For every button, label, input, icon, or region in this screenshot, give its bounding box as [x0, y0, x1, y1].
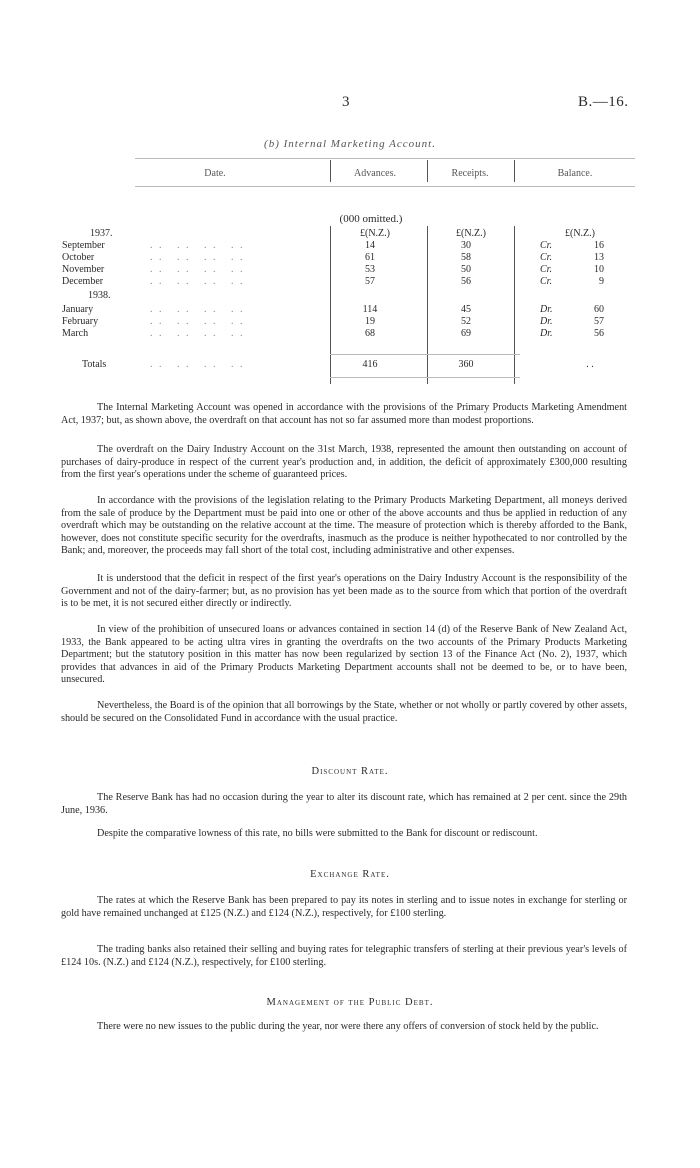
- totals-receipts: 360: [458, 359, 474, 370]
- row-balance-value: 10: [594, 264, 604, 275]
- paragraph-prohibition: In view of the prohibition of unsecured loans or advances contained in section 14 (d) of the Reserve Bank of New Zealand Act, 1933, the Bank appeared to be acting ultra vires in granting the overdrafts on the two accounts of the Primary Products Marketing Department; but the statutory position in this matter has now been regularized by section 13 of the Finance Act (No. 2), 1937, which provides that advances in aid of the Primary Products Marketing Department accounts shall not be deemed to be, or to have been, unsecured.: [61, 624, 627, 686]
- row-month: March: [62, 328, 89, 339]
- heading-public-debt: Management of the Public Debt.: [266, 997, 434, 1008]
- heading-discount-rate: Discount Rate.: [311, 766, 389, 777]
- section-subtitle: (b) Internal Marketing Account.: [264, 138, 436, 150]
- row-balance-value: 60: [594, 304, 604, 315]
- leader-dots: . . . . . . . .: [150, 252, 245, 263]
- unit-advances: £(N.Z.): [360, 228, 390, 239]
- page-number: 3: [342, 94, 350, 110]
- row-advances: 68: [365, 328, 375, 339]
- row-balance-type: Dr.: [540, 328, 553, 339]
- table-header-rule: [135, 186, 635, 187]
- paragraph-legislation: In accordance with the provisions of the legislation relating to the Primary Products Marketing Department, all moneys derived from the sale of produce by the Department must be paid into one or other of the above accounts and thus be applied in reduction of any overdraft which may be outstanding on the relative account at the time. The measure of protection which is thereby afforded to the Bank, however, does not constitute specific security for the overdrafts, inasmuch as the produce is neither hypothecated to nor controlled by the Bank; and, moreover, the proceeds may fall short of the total cost, including administrative and other expenses.: [61, 495, 627, 557]
- row-balance-value: 56: [594, 328, 604, 339]
- totals-advances: 416: [362, 359, 378, 370]
- column-divider: [427, 226, 428, 384]
- paragraph-trading-banks: The trading banks also retained their selling and buying rates for telegraphic transfers of sterling at their previous year's levels of £124 10s. (N.Z.) and £124 (N.Z.), respectively, for £100 sterling.: [61, 944, 627, 968]
- leader-dots: . . . . . . . .: [150, 316, 245, 327]
- row-receipts: 58: [461, 252, 471, 263]
- column-divider: [514, 226, 515, 384]
- row-month: February: [62, 316, 99, 327]
- paragraph-account-opened: The Internal Marketing Account was opened in accordance with the provisions of the Primary Products Marketing Amendment Act, 1937; but, as shown above, the overdraft on that account has not so far assumed more than modest proportions.: [61, 402, 627, 426]
- heading-exchange-rate: Exchange Rate.: [310, 869, 390, 880]
- year-label-1937: 1937.: [90, 228, 113, 239]
- row-month: November: [62, 264, 105, 275]
- row-balance-type: Cr.: [540, 264, 552, 275]
- unit-receipts: £(N.Z.): [456, 228, 486, 239]
- paragraph-exchange-rates: The rates at which the Reserve Bank has been prepared to pay its notes in sterling and to issue notes in exchange for sterling or gold have remained unchanged at £125 (N.Z.) and £124 (N.Z.), respectively, for £100 sterling.: [61, 895, 627, 919]
- row-balance-type: Cr.: [540, 252, 552, 263]
- column-divider: [330, 226, 331, 384]
- totals-balance: . .: [586, 359, 594, 370]
- leader-dots: . . . . . . . .: [150, 328, 245, 339]
- row-receipts: 45: [461, 304, 471, 315]
- row-advances: 61: [365, 252, 375, 263]
- leader-dots: . . . . . . . .: [150, 359, 245, 370]
- row-balance-type: Cr.: [540, 276, 552, 287]
- totals-label: Totals: [82, 359, 107, 370]
- row-advances: 114: [362, 304, 378, 315]
- totals-rule: [330, 354, 520, 355]
- row-balance-type: Dr.: [540, 304, 553, 315]
- row-balance-value: 16: [594, 240, 604, 251]
- row-month: January: [62, 304, 94, 315]
- omitted-note: (000 omitted.): [339, 213, 403, 225]
- year-label-1938: 1938.: [88, 290, 111, 301]
- row-receipts: 50: [461, 264, 471, 275]
- row-advances: 57: [365, 276, 375, 287]
- row-balance-value: 57: [594, 316, 604, 327]
- leader-dots: . . . . . . . .: [150, 276, 245, 287]
- header-divider: [427, 160, 428, 182]
- row-advances: 14: [365, 240, 375, 251]
- paragraph-deficit: It is understood that the deficit in respect of the first year's operations on the Dairy Industry Account is the responsibility of the Government and not of the dairy-farmer; but, as no provision has yet been made as to the source from which that portion of the overdraft is to be met, it is not secured either directly or indirectly.: [61, 573, 627, 610]
- row-month: October: [62, 252, 95, 263]
- col-header-advances: Advances.: [354, 168, 396, 179]
- row-balance-value: 9: [599, 276, 604, 287]
- leader-dots: . . . . . . . .: [150, 304, 245, 315]
- header-divider: [330, 160, 331, 182]
- row-month: September: [62, 240, 105, 251]
- col-header-date: Date.: [204, 168, 226, 179]
- row-advances: 19: [365, 316, 375, 327]
- paragraph-borrowings: Nevertheless, the Board is of the opinion that all borrowings by the State, whether or not wholly or partly covered by other assets, should be secured on the Consolidated Fund in accordance with the usual practice.: [61, 700, 627, 724]
- totals-bottom-rule: [330, 377, 520, 378]
- col-header-balance: Balance.: [557, 168, 593, 179]
- row-receipts: 30: [461, 240, 471, 251]
- row-balance-value: 13: [594, 252, 604, 263]
- document-reference: B.—16.: [578, 94, 629, 110]
- row-advances: 53: [365, 264, 375, 275]
- unit-balance: £(N.Z.): [565, 228, 595, 239]
- leader-dots: . . . . . . . .: [150, 240, 245, 251]
- paragraph-discount-lowness: Despite the comparative lowness of this rate, no bills were submitted to the Bank for discount or rediscount.: [97, 828, 538, 839]
- paragraph-public-debt: There were no new issues to the public during the year, nor were there any offers of conversion of stock held by the public.: [97, 1021, 599, 1032]
- row-receipts: 69: [461, 328, 471, 339]
- row-receipts: 52: [461, 316, 471, 327]
- row-balance-type: Dr.: [540, 316, 553, 327]
- leader-dots: . . . . . . . .: [150, 264, 245, 275]
- row-balance-type: Cr.: [540, 240, 552, 251]
- paragraph-discount-rate: The Reserve Bank has had no occasion during the year to alter its discount rate, which has remained at 2 per cent. since the 29th June, 1936.: [61, 792, 627, 816]
- paragraph-dairy-overdraft: The overdraft on the Dairy Industry Account on the 31st March, 1938, represented the amount then outstanding on account of purchases of dairy-produce in respect of the current year's production and, in addition, the deficit of approximately £300,000 resulting from the first year's operations under the scheme of guaranteed prices.: [61, 444, 627, 481]
- col-header-receipts: Receipts.: [451, 168, 489, 179]
- table-top-rule: [135, 158, 635, 159]
- header-divider: [514, 160, 515, 182]
- row-month: December: [62, 276, 104, 287]
- row-receipts: 56: [461, 276, 471, 287]
